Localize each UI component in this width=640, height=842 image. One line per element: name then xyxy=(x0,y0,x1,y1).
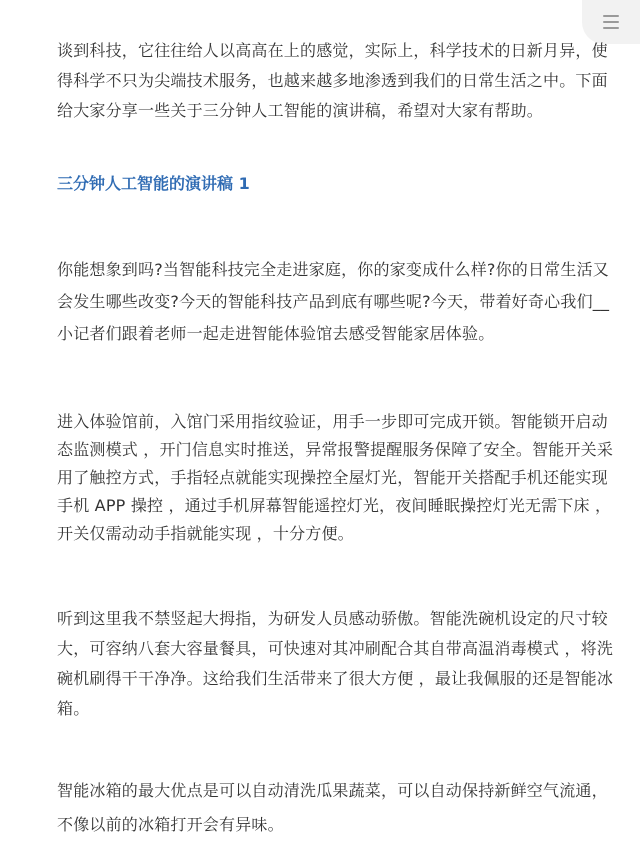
section-title: 三分钟人工智能的演讲稿 1 xyxy=(57,174,250,193)
paragraph-1: 你能想象到吗?当智能科技完全走进家庭，你的家变成什么样?你的日常生活又会发生哪些改变?今天的智能科技产品到底有哪些呢?今天，带着好奇心我们__小记者们跟着老师一起走进智能体验馆去感受智能家居体验。 xyxy=(57,260,610,343)
article-body xyxy=(57,0,617,842)
paragraph-2: 进入体验馆前，入馆门采用指纹验证，用手一步即可完成开锁。智能锁开启动态监测模式 ，开门信息实时推送，异常报警提醒服务保障了安全。智能开关采用了触控方式，手指轻点就能实现操控全屋灯光，智能开关搭配手机还能实现手机 APP 操控 ，通过手机屏幕智能遥控灯光，夜间睡眠操控灯光无需下床 ，开关仅需动动手指就能实现 ，十分方便。 xyxy=(57,412,614,543)
paragraph-4: 智能冰箱的最大优点是可以自动清洗瓜果蔬菜，可以自动保持新鲜空气流通，不像以前的冰箱打开会有异味。 xyxy=(57,781,608,834)
paragraph-3: 听到这里我不禁竖起大拇指，为研发人员感动骄傲。智能洗碗机设定的尺寸较大，可容纳八套大容量餐具，可快速对其冲刷配合其自带高温消毒模式 ，将洗碗机刷得干干净净。这给我们生活带来了很大方便 ，最让我佩服的还是智能冰箱。 xyxy=(57,609,614,718)
intro-paragraph: 谈到科技，它往往给人以高高在上的感觉，实际上，科学技术的日新月异，使得科学不只为尖端技术服务，也越来越多地渗透到我们的日常生活之中。下面给大家分享一些关于三分钟人工智能的演讲稿，希望对大家有帮助。 xyxy=(57,41,608,120)
